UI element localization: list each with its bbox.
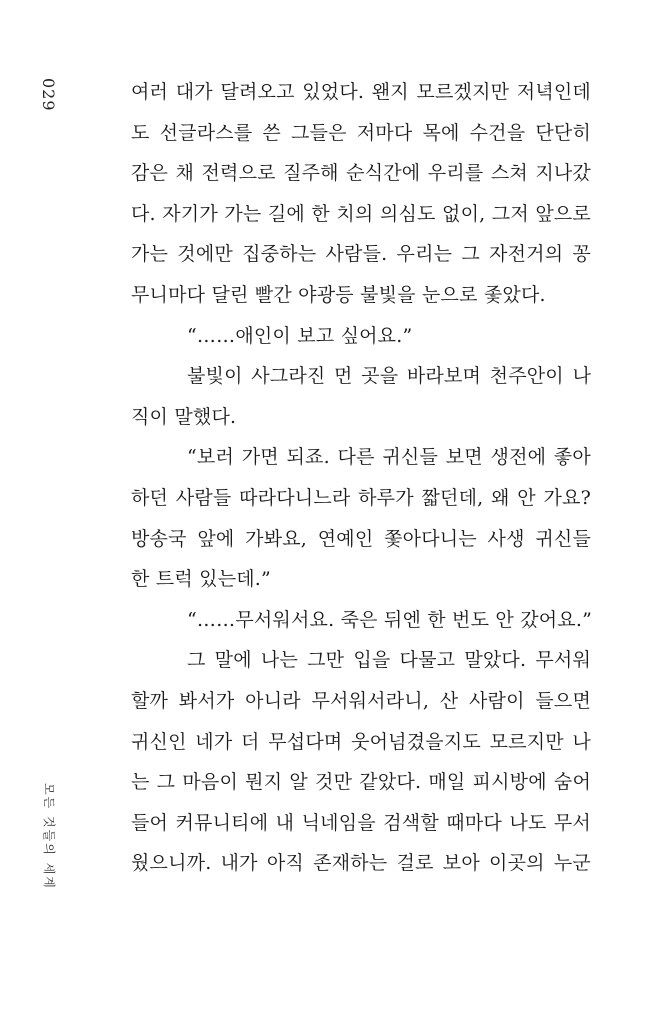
dialogue-line: “……애인이 보고 싶어요.” — [187, 324, 413, 347]
text-line: 여러 대가 달려오고 있었다. 왠지 모르겠지만 저녁인데 — [131, 81, 591, 103]
dialogue-line: “……무서워서요. 죽은 뒤엔 한 번도 안 갔어요.” — [187, 608, 593, 631]
page-number: 029 — [39, 78, 58, 112]
text-line: 하던 사람들 따라다니느라 하루가 짧던데, 왜 안 가요? — [131, 486, 591, 509]
text-line: 들어 커뮤니티에 내 닉네임을 검색할 때마다 나도 무서 — [131, 811, 591, 834]
text-line: 는 그 마음이 뭔지 알 것만 같았다. 매일 피시방에 숨어 — [131, 771, 591, 794]
body-text — [131, 72, 591, 884]
text-line: 귀신인 네가 더 무섭다며 웃어넘겼을지도 모르지만 나 — [131, 730, 591, 753]
text-line: 직이 말했다. — [131, 405, 237, 428]
text-line: 웠으니까. 내가 아직 존재하는 걸로 보아 이곳의 누군 — [131, 852, 591, 875]
dialogue-line: “보러 가면 되죠. 다른 귀신들 보면 생전에 좋아 — [187, 446, 591, 469]
text-line: 그 말에 나는 그만 입을 다물고 말았다. 무서워 — [187, 649, 591, 672]
text-line: 무니마다 달린 빨간 야광등 불빛을 눈으로 좇았다. — [131, 283, 546, 306]
text-line: 감은 채 전력으로 질주해 순식간에 우리를 스쳐 지나갔 — [131, 162, 591, 185]
text-line: 다. 자기가 가는 길에 한 치의 의심도 없이, 그저 앞으로 — [131, 202, 591, 225]
text-line: 할까 봐서가 아니라 무서워서라니, 산 사람이 들으면 — [131, 689, 591, 712]
text-line: 도 선글라스를 쓴 그들은 저마다 목에 수건을 단단히 — [131, 121, 591, 144]
text-line: 한 트럭 있는데.” — [131, 568, 271, 591]
text-line: 가는 것에만 집중하는 사람들. 우리는 그 자전거의 꽁 — [131, 243, 591, 266]
running-title: 모든 것들의 세계 — [42, 783, 56, 890]
text-line: 불빛이 사그라진 먼 곳을 바라보며 천주안이 나 — [187, 365, 591, 388]
text-line: 방송국 앞에 가봐요, 연예인 쫓아다니는 사생 귀신들 — [131, 527, 591, 550]
